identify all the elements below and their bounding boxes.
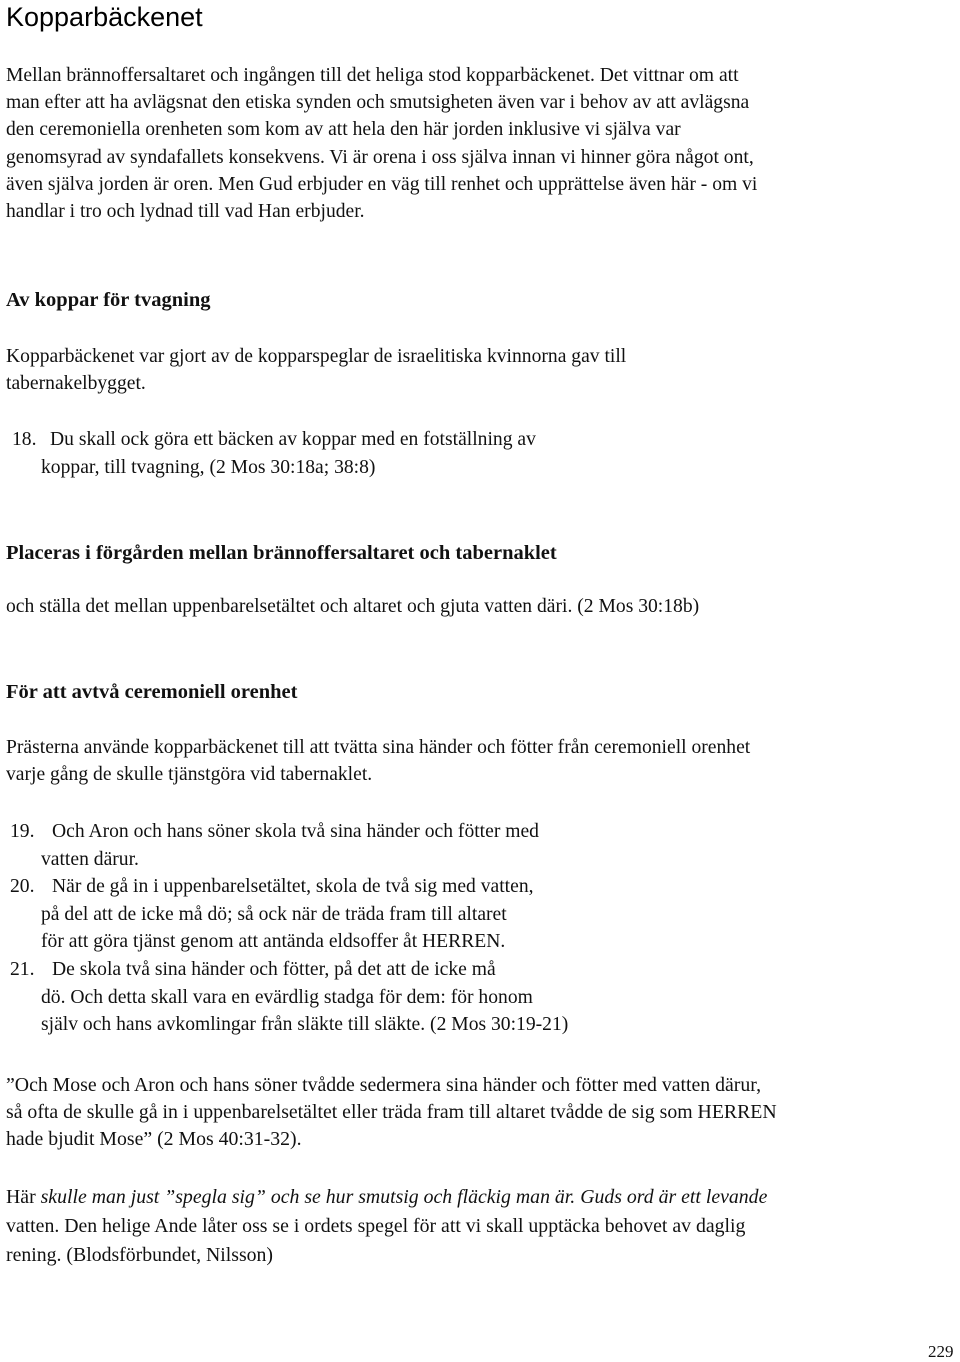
section2-line: och ställa det mellan uppenbarelsetältet och altaret och gjuta vatten däri. (2 Mos 30:18b): [6, 596, 700, 617]
closing-line-1: [6, 1183, 767, 1212]
verse-text: för att göra tjänst genom att antända eldsoffer åt HERREN.: [41, 931, 506, 953]
verse-text: koppar, till tvagning, (2 Mos 30:18a; 38:8): [41, 456, 376, 478]
section3-line: varje gång de skulle tjänstgöra vid tabernaklet.: [6, 764, 373, 786]
verse-text: vatten därur.: [41, 848, 139, 870]
verse-number: 21.: [10, 958, 35, 980]
intro-paragraph: [6, 62, 757, 225]
section3-line: Prästerna använde kopparbäckenet till att tvätta sina händer och fötter från ceremoniell orenhet: [6, 737, 751, 758]
page-title: Kopparbäckenet: [6, 2, 203, 32]
intro-line: man efter att ha avlägsnat den etiska synden och smutsigheten även var i behov av att avlägsna: [6, 92, 750, 114]
section1-line: tabernakelbygget.: [6, 373, 146, 395]
verse-number: 20.: [10, 876, 35, 898]
quote-paragraph: [6, 1072, 777, 1154]
section-heading-placement: Placeras i förgården mellan brännoffersaltaret och tabernaklet: [6, 542, 557, 564]
section1-line: Kopparbäckenet var gjort av de kopparspeglar de israelitiska kvinnorna gav till: [6, 346, 627, 367]
section2-paragraph: [6, 593, 699, 620]
verse-number: 18.: [12, 429, 37, 450]
verse-text: dö. Och detta skall vara en evärdlig stadga för dem: för honom: [41, 986, 533, 1008]
verse-number: 19.: [10, 821, 35, 842]
closing-paragraph: [6, 1183, 767, 1270]
section-heading-copper: Av koppar för tvagning: [6, 289, 211, 311]
section1-paragraph: [6, 343, 626, 397]
verse-text: De skola två sina händer och fötter, på det att de icke må: [52, 958, 496, 980]
intro-line: genomsyrad av syndafallets konsekvens. Vi är orena i oss själva innan vi hinner göra något ont,: [6, 146, 754, 168]
quote-line: så ofta de skulle gå in i uppenbarelsetältet eller träda fram till altaret tvådde de sig som HERREN: [6, 1101, 777, 1124]
intro-line: Mellan brännoffersaltaret och ingången till det heliga stod kopparbäckenet. Det vittnar om att: [6, 65, 739, 86]
closing-prefix: Här: [6, 1186, 41, 1208]
section-heading-cleansing: För att avtvå ceremoniell orenhet: [6, 681, 298, 703]
intro-line: handlar i tro och lydnad till vad Han erbjuder.: [6, 201, 365, 223]
verse-text: När de gå in i uppenbarelsetältet, skola de två sig med vatten,: [52, 876, 534, 898]
verse-text: Och Aron och hans söner skola två sina händer och fötter med: [52, 821, 539, 842]
verse-text: själv och hans avkomlingar från släkte till släkte. (2 Mos 30:19-21): [41, 1014, 569, 1036]
intro-line: även själva jorden är oren. Men Gud erbjuder en väg till renhet och upprättelse även här - om vi: [6, 173, 758, 195]
closing-line-3: rening. (Blodsförbundet, Nilsson): [6, 1244, 274, 1266]
section3-paragraph: [6, 734, 750, 788]
closing-italic-text: skulle man just ”spegla sig” och se hur smutsig och fläckig man är. Guds ord är ett levande: [40, 1186, 768, 1208]
page-number: 229: [928, 1342, 954, 1361]
quote-line: ”Och Mose och Aron och hans söner tvådde sedermera sina händer och fötter med vatten därur,: [6, 1074, 762, 1096]
verse-text: Du skall ock göra ett bäcken av koppar med en fotställning av: [50, 429, 536, 450]
verse-text: på del att de icke må dö; så ock när de träda fram till altaret: [41, 903, 507, 925]
closing-line-2: vatten. Den helige Ande låter oss se i ordets spegel för att vi skall upptäcka behovet av daglig: [6, 1215, 746, 1237]
intro-line: den ceremoniella orenheten som kom av att hela den här jorden inklusive vi själva var: [6, 119, 681, 141]
quote-line: hade bjudit Mose” (2 Mos 40:31-32).: [6, 1128, 302, 1151]
